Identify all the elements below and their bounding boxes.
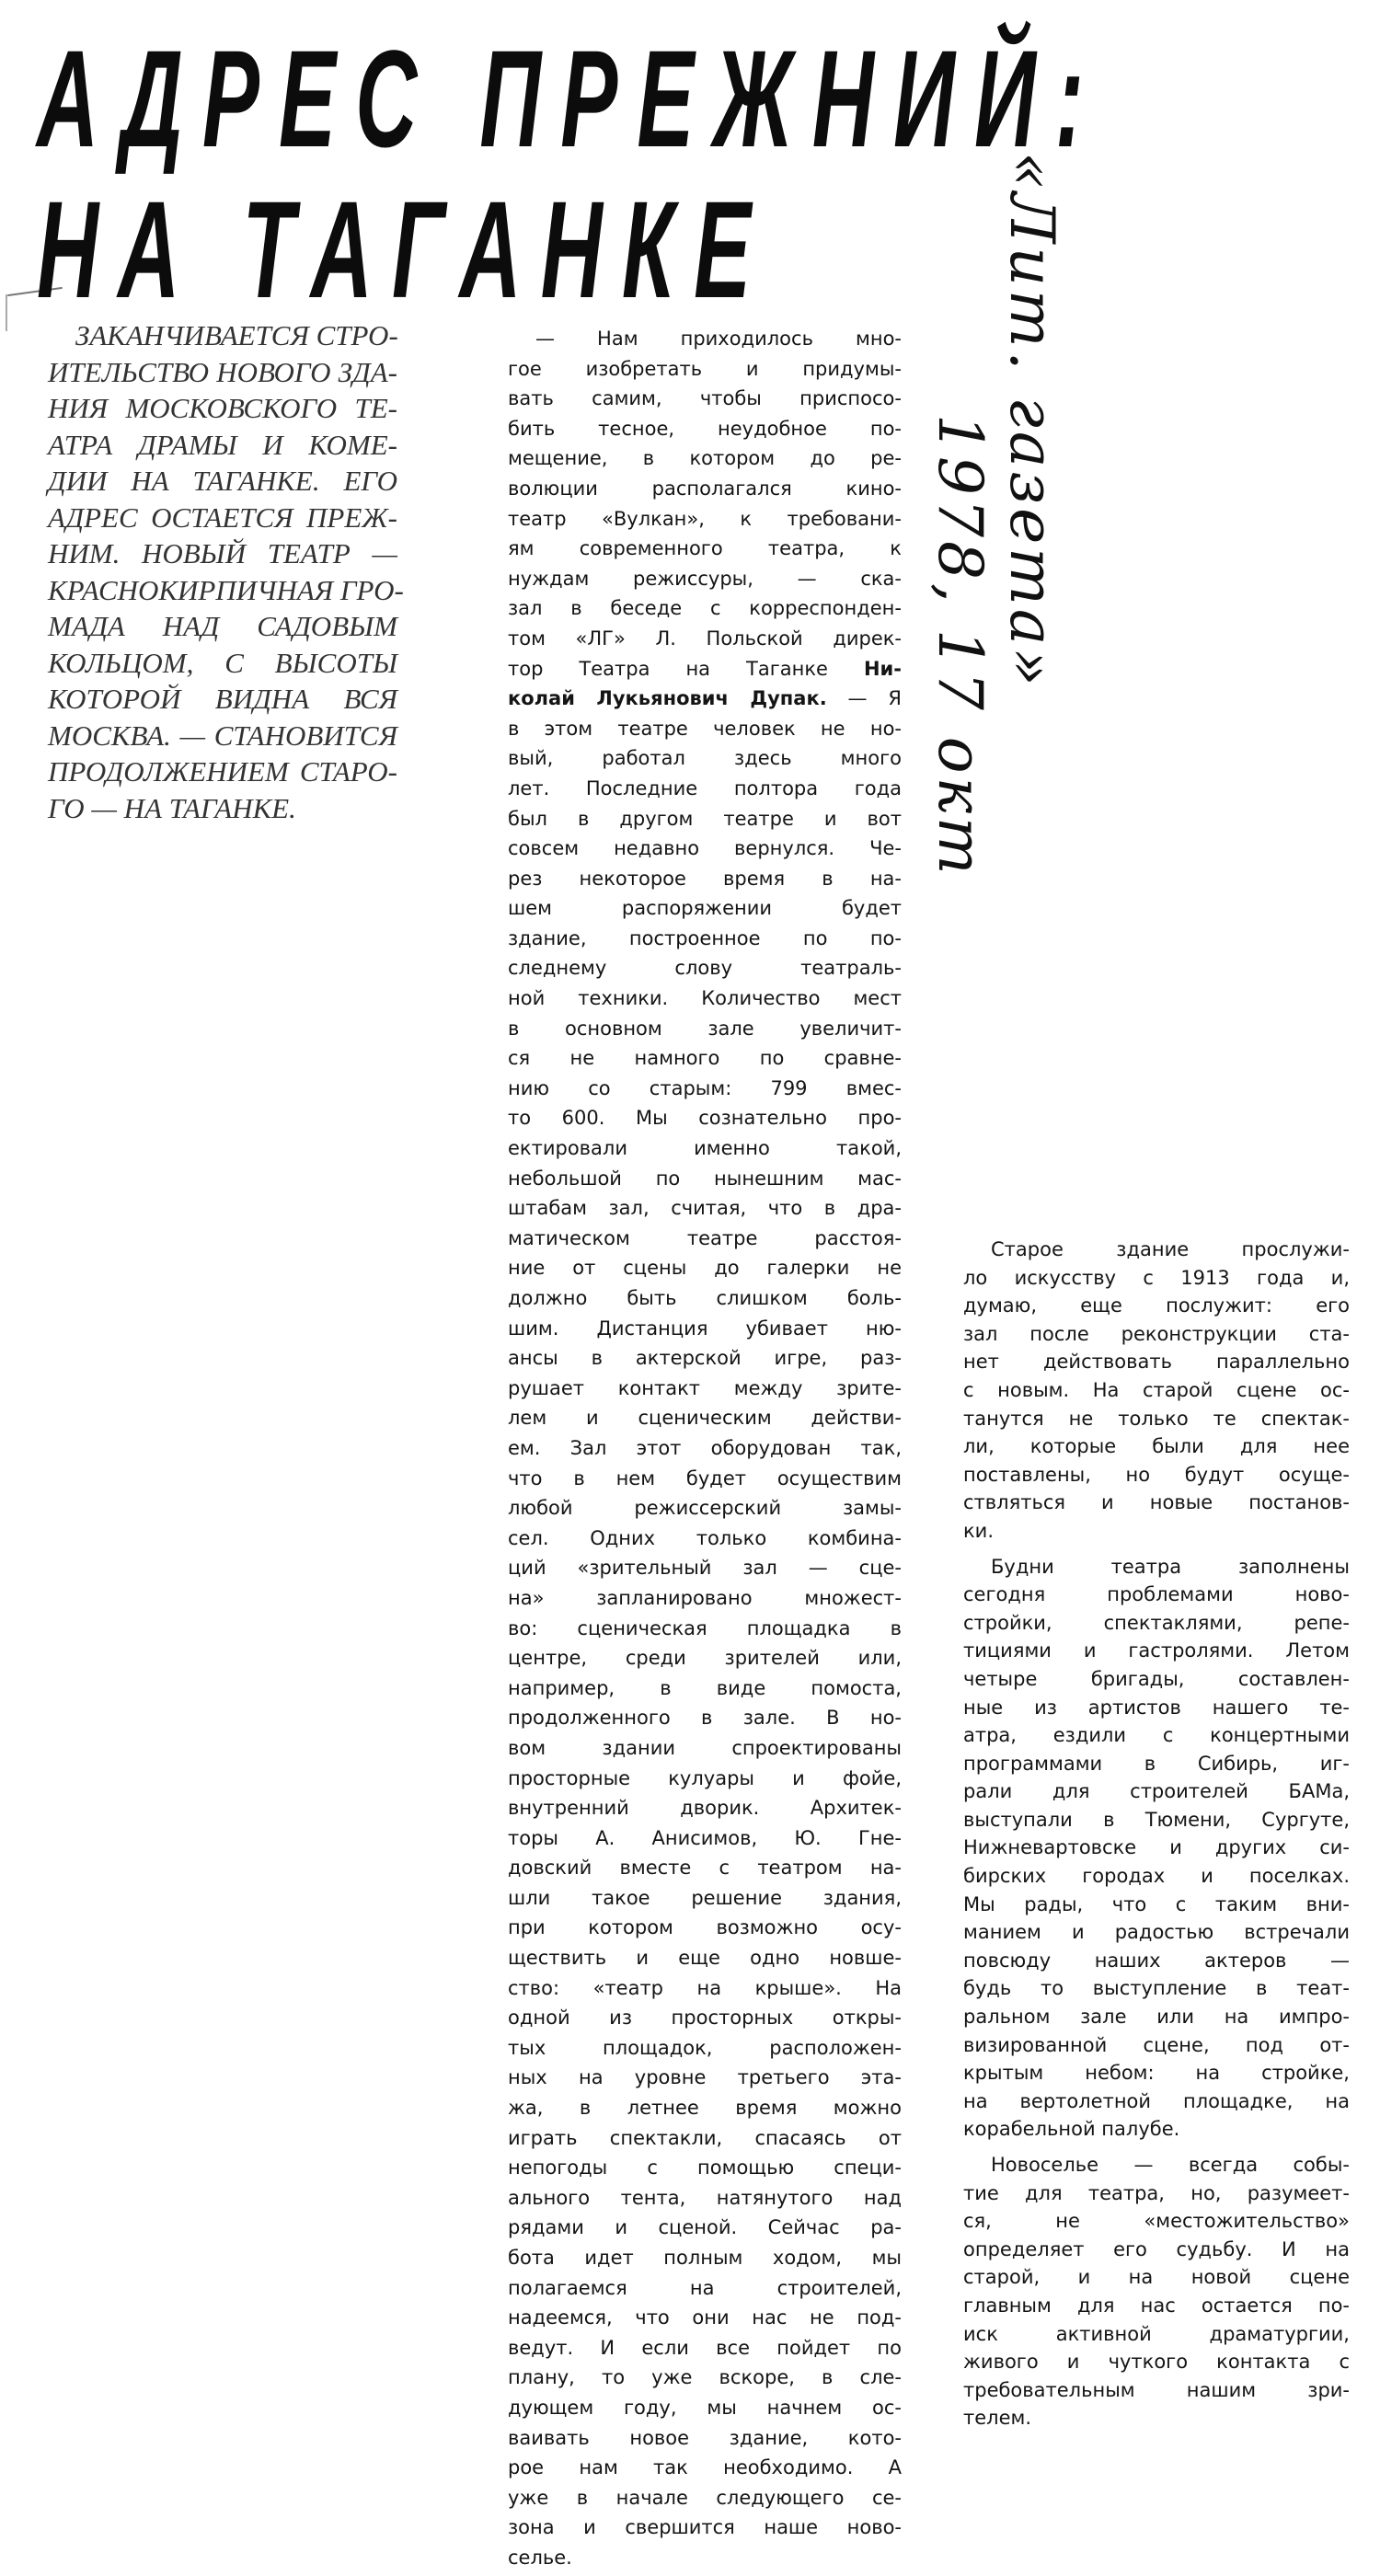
text-line: шли такое решение здания,	[508, 1886, 902, 1909]
text-segment: тор Театра на Таганке	[508, 657, 864, 680]
headline-line-2: НА ТАГАНКЕ	[37, 172, 771, 327]
text-line: иск активной драматургии,	[963, 2322, 1350, 2345]
text-line: стройки, спектаклями, репе-	[963, 1611, 1350, 1634]
text-line: с новым. На старой сцене ос-	[963, 1378, 1350, 1401]
text-line: вый, работал здесь много	[508, 747, 902, 770]
text-line: рое нам так необходимо. А	[508, 2456, 902, 2479]
text-line: главным для нас остается по-	[963, 2294, 1350, 2317]
text-line: ние от сцены до галерки не	[508, 1257, 902, 1280]
text-line: просторные кулуары и фойе,	[508, 1766, 902, 1789]
text-line: МОСКВА. — СТАНОВИТСЯ	[48, 719, 397, 752]
text-line: определяет его судьбу. И на	[963, 2237, 1350, 2260]
text-line: МАДА НАД САДОВЫМ	[48, 610, 397, 642]
text-line: ки.	[963, 1519, 995, 1542]
text-line: тициями и гастролями. Летом	[963, 1639, 1350, 1662]
text-line: ральном зале или на импро-	[963, 2006, 1350, 2029]
text-line: зал в беседе с корреспонден-	[508, 597, 902, 620]
text-line: Старое здание прослужи-	[991, 1238, 1350, 1260]
text-line: тых площадок, расположен-	[508, 2036, 902, 2059]
text-line: сел. Одних только комбина-	[508, 1526, 902, 1549]
headline-line-1: АДРЕС ПРЕЖНИЙ:	[37, 21, 1104, 176]
text-line: продолженного в зале. В но-	[508, 1707, 902, 1730]
text-line: шим. Дистанция убивает ню-	[508, 1317, 902, 1340]
text-line: корабельной палубе.	[963, 2118, 1180, 2141]
text-line: зона и свершится наше ново-	[508, 2516, 902, 2539]
text-line: повсюду наших актеров —	[963, 1949, 1350, 1972]
text-line: ствляться и новые постанов-	[963, 1491, 1350, 1514]
text-line: ГО — НА ТАГАНКЕ.	[48, 791, 296, 824]
text-line: ям современного театра, к	[508, 537, 902, 560]
text-line: ИТЕЛЬСТВО НОВОГО ЗДА-	[48, 355, 397, 388]
text-line: лем и сценическим действи-	[508, 1407, 902, 1430]
text-line: КОТОРОЙ ВИДНА ВСЯ	[48, 683, 397, 715]
text-line: КРАСНОКИРПИЧНАЯ ГРО-	[48, 573, 404, 606]
text-line: лет. Последние полтора года	[508, 776, 902, 799]
text-line: требовательным нашим зри-	[963, 2378, 1350, 2401]
text-line: ДИИ НА ТАГАНКЕ. ЕГО	[48, 465, 397, 497]
text-line: ных на уровне третьего эта-	[508, 2066, 902, 2089]
handwritten-source-note: «Лит. газета»	[996, 152, 1067, 690]
text-line: рядами и сценой. Сейчас ра-	[508, 2216, 902, 2239]
text-line: ли, которые были для нее	[963, 1435, 1350, 1458]
text-line: вать самим, чтобы приспосо-	[508, 387, 902, 410]
text-line: Мы рады, что с таким вни-	[963, 1892, 1350, 1915]
text-line: вом здании спроектированы	[508, 1736, 902, 1759]
text-line: ся не намного по сравне-	[508, 1047, 902, 1070]
text-line: при котором возможно осу-	[508, 1916, 902, 1939]
text-line: атра, ездили с концертными	[963, 1724, 1350, 1747]
text-line: совсем недавно вернулся. Че-	[508, 837, 902, 860]
text-line: рали для строителей БАМа,	[963, 1780, 1350, 1803]
text-line: штабам зал, считая, что в дра-	[508, 1197, 902, 1220]
text-line: поставлены, но будут осуще-	[963, 1463, 1350, 1486]
text-line: АТРА ДРАМЫ И КОМЕ-	[48, 428, 397, 461]
text-line: крытым небом: на стройке,	[963, 2062, 1350, 2085]
text-line: то 600. Мы сознательно про-	[508, 1107, 902, 1130]
text-line: следнему слову театраль-	[508, 957, 902, 980]
text-line: зал после реконструкции ста-	[963, 1322, 1350, 1345]
text-line: визированной сцене, под от-	[963, 2033, 1350, 2056]
text-line	[508, 684, 902, 714]
text-line: ло искусству с 1913 года и,	[963, 1266, 1350, 1289]
text-line: должно быть слишком боль-	[508, 1287, 902, 1309]
text-line: нуждам режиссуры, — ска-	[508, 567, 902, 590]
text-line: ПРОДОЛЖЕНИЕМ СТАРО-	[48, 755, 397, 788]
text-line: ЗАКАНЧИВАЕТСЯ СТРО-	[75, 319, 398, 351]
text-line: ектировали именно такой,	[508, 1137, 902, 1160]
article-column-1	[508, 324, 902, 2573]
text-line: во: сценическая площадка в	[508, 1616, 902, 1639]
text-line: бота идет полным ходом, мы	[508, 2247, 902, 2269]
text-line: Нижневартовске и других си-	[963, 1836, 1350, 1859]
text-line: мещение, в котором до ре-	[508, 447, 902, 470]
article-paragraph	[963, 1236, 1350, 1546]
text-line: непогоды с помощью специ-	[508, 2156, 902, 2179]
text-line: Новоселье — всегда собы-	[991, 2154, 1350, 2176]
text-line: в основном зале увеличит-	[508, 1017, 902, 1040]
text-line: КОЛЬЦОМ, С ВЫСОТЫ	[48, 646, 397, 679]
text-line: например, в виде помоста,	[508, 1676, 902, 1699]
text-line: уже в начале следующего се-	[508, 2486, 902, 2509]
text-line: тие для театра, но, разумеет-	[963, 2181, 1350, 2204]
interviewee-name: Ни-	[863, 657, 902, 680]
text-line: ансы в актерской игре, раз-	[508, 1347, 902, 1370]
text-line: старой, и на новой сцене	[963, 2266, 1350, 2289]
text-line: волюции располагался кино-	[508, 477, 902, 500]
text-line: торы А. Анисимов, Ю. Гне-	[508, 1826, 902, 1849]
text-line	[508, 654, 902, 684]
text-line: небольшой по нынешним мас-	[508, 1167, 902, 1190]
text-line: ной техники. Количество мест	[508, 987, 902, 1010]
text-line: думаю, еще послужит: его	[963, 1294, 1350, 1317]
text-line: плану, то уже вскоре, в сле-	[508, 2366, 902, 2389]
text-line: любой режиссерский замы-	[508, 1497, 902, 1520]
lead-paragraph	[48, 317, 404, 826]
text-line: шем распоряжении будет	[508, 897, 902, 920]
text-line: АДРЕС ОСТАЕТСЯ ПРЕЖ-	[48, 500, 397, 534]
text-line: танутся не только те спектак-	[963, 1407, 1350, 1430]
text-line: ся, не «местожительство»	[963, 2210, 1350, 2233]
text-line: сегодня проблемами ново-	[963, 1583, 1350, 1606]
text-line: внутренний дворик. Архитек-	[508, 1797, 902, 1820]
text-line: нию со старым: 799 вмес-	[508, 1076, 902, 1099]
text-line: одной из просторных откры-	[508, 2007, 902, 2030]
text-line: на вертолетной площадке, на	[963, 2089, 1350, 2112]
text-line: ваивать новое здание, кото-	[508, 2426, 902, 2449]
text-line: рез некоторое время в на-	[508, 867, 902, 890]
article-paragraph	[508, 324, 902, 2573]
text-line: в этом театре человек не но-	[508, 717, 902, 740]
text-line: центре, среди зрителей или,	[508, 1647, 902, 1670]
text-line: НИМ. НОВЫЙ ТЕАТР —	[48, 537, 397, 569]
text-line: том «ЛГ» Л. Польской дирек-	[508, 627, 902, 650]
text-line: ций «зрительный зал — сце-	[508, 1557, 902, 1580]
text-line: довский вместе с театром на-	[508, 1857, 902, 1880]
text-line: селье.	[508, 2546, 572, 2569]
text-line: театр «Вулкан», к требовани-	[508, 507, 902, 530]
scan-edge-mark	[6, 294, 7, 331]
text-line: ные из артистов нашего те-	[963, 1696, 1350, 1719]
text-line: дующем году, мы начнем ос-	[508, 2396, 902, 2419]
text-line: — Нам приходилось мно-	[535, 328, 902, 350]
text-line: манием и радостью встречали	[963, 1921, 1350, 1944]
text-line: четыре бригады, составлен-	[963, 1667, 1350, 1690]
text-line: телем.	[963, 2407, 1032, 2430]
text-line: программами в Сибирь, иг-	[963, 1752, 1350, 1775]
text-line: бить тесное, неудобное по-	[508, 417, 902, 440]
text-line: гое изобретать и придумы-	[508, 357, 902, 380]
text-line: бирских городах и поселках.	[963, 1865, 1350, 1888]
article-column-2	[963, 1236, 1350, 2432]
text-line: ство: «театр на крыше». На	[508, 1976, 902, 1999]
text-line: здание, построенное по по-	[508, 926, 902, 949]
text-segment: — Я	[826, 687, 902, 710]
text-line: живого и чуткого контакта с	[963, 2351, 1350, 2374]
interviewee-name: колай Лукьянович Дупак.	[508, 687, 827, 710]
text-line: ществить и еще одно новше-	[508, 1947, 902, 1970]
text-line: играть спектакли, спасаясь от	[508, 2126, 902, 2149]
text-line: надеемся, что они нас не под-	[508, 2306, 902, 2329]
text-line: ем. Зал этот оборудован так,	[508, 1436, 902, 1459]
text-line: жа, в летнее время можно	[508, 2097, 902, 2120]
text-line: что в нем будет осуществим	[508, 1466, 902, 1489]
text-line: на» запланировано множест-	[508, 1586, 902, 1609]
text-line: Будни театра заполнены	[991, 1555, 1350, 1578]
text-line: полагаемся на строителей,	[508, 2276, 902, 2299]
text-line: был в другом театре и вот	[508, 807, 902, 830]
text-line: НИЯ МОСКОВСКОГО ТЕ-	[48, 392, 397, 424]
text-line: ведут. И если все пойдет по	[508, 2336, 902, 2359]
text-line: выступали в Тюмени, Сургуте,	[963, 1808, 1350, 1831]
text-line: матическом театре расстоя-	[508, 1226, 902, 1249]
text-line: ального тента, натянутого над	[508, 2186, 902, 2209]
text-line: рушает контакт между зрите-	[508, 1376, 902, 1399]
article-paragraph	[963, 1553, 1350, 2144]
handwritten-date-note: 1978, 17 окт	[925, 414, 995, 879]
article-paragraph	[963, 2151, 1350, 2432]
text-line: будь то выступление в теат-	[963, 1977, 1350, 2000]
text-line: нет действовать параллельно	[963, 1351, 1350, 1374]
